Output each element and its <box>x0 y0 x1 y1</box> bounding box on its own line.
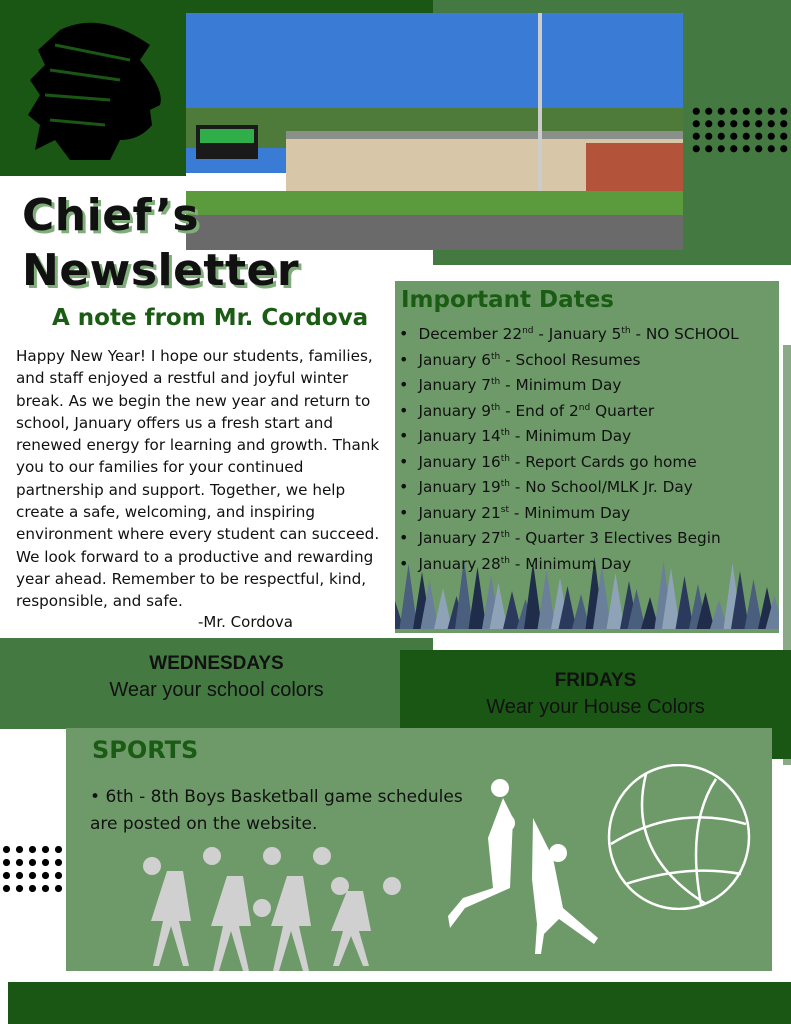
date-text: January 14 <box>418 427 501 446</box>
date-text: January 19 <box>418 478 501 497</box>
logo-block <box>0 0 186 176</box>
ordinal-suffix: th <box>491 377 501 387</box>
date-item <box>399 524 739 550</box>
ordinal-suffix: th <box>500 428 510 438</box>
ordinal-suffix: th <box>500 453 510 464</box>
date-text: - Quarter 3 Electives Begin <box>510 529 721 548</box>
date-text: January 27 <box>418 529 501 548</box>
date-list <box>399 320 739 575</box>
date-text: - Minimum Day <box>510 427 632 446</box>
ordinal-suffix: th <box>491 351 501 362</box>
date-item <box>399 499 739 525</box>
school-photo <box>186 13 683 250</box>
wednesdays-heading: WEDNESDAYS <box>149 653 284 674</box>
date-text: - Minimum Day <box>510 554 632 573</box>
wednesdays-text: Wear your school colors <box>109 679 324 701</box>
chief-logo-icon <box>0 0 186 176</box>
bottom-bar <box>8 982 791 1024</box>
ordinal-suffix: nd <box>578 402 591 413</box>
date-text: - January 5 <box>533 325 622 344</box>
ordinal-suffix: th <box>500 479 510 489</box>
date-item <box>399 422 739 448</box>
dot-pattern <box>690 105 791 157</box>
date-text: January 16 <box>418 452 501 471</box>
fridays-text: Wear your House Colors <box>486 696 705 718</box>
date-item <box>399 320 739 346</box>
date-text: - Minimum Day <box>500 376 622 395</box>
sports-item: • 6th - 8th Boys Basketball game schedules are posted on the website. <box>90 787 463 834</box>
important-dates-panel <box>395 281 779 633</box>
date-item <box>399 550 739 576</box>
ordinal-suffix: th <box>491 402 501 413</box>
newsletter-title-line1: Chief’s <box>22 190 200 241</box>
ordinal-suffix: st <box>500 504 509 515</box>
date-text: - Minimum Day <box>508 503 631 522</box>
basketball-icon <box>606 764 752 910</box>
date-item <box>399 397 739 423</box>
signature: -Mr. Cordova <box>198 613 294 631</box>
date-text: - Report Cards go home <box>510 452 697 471</box>
basketball-players-icon <box>448 778 608 968</box>
newsletter-title-line2: Newsletter <box>22 245 300 296</box>
date-text: January 21 <box>418 503 501 522</box>
cheerleaders-icon <box>142 846 402 971</box>
date-text: - No School/MLK Jr. Day <box>510 478 693 497</box>
principal-note: Happy New Year! I hope our students, families, and staff enjoyed a restful and joyful winter break. As we begin the new year and return to school, January offers us a fresh start and renewed energy for learning and growth. Thank you to our families for your continued partnership and support. Together, we help create a safe, welcoming, and inspiring environment where every student can succeed. We look forward to a productive and rewarding year ahead. Remember to be respectful, kind, responsible, and safe. <box>16 347 380 611</box>
subtitle: A note from Mr. Cordova <box>52 305 369 331</box>
wednesdays-box <box>0 638 433 729</box>
date-text: January 9 <box>418 401 492 420</box>
sports-title: SPORTS <box>92 736 199 764</box>
date-text: January 7 <box>418 376 492 395</box>
ordinal-suffix: th <box>621 326 631 336</box>
important-dates-title: Important Dates <box>401 287 614 313</box>
ordinal-suffix: nd <box>522 326 534 336</box>
date-item <box>399 473 739 499</box>
date-text: - End of 2 <box>500 401 579 420</box>
dot-pattern <box>0 843 66 895</box>
date-text: December 22 <box>418 325 523 344</box>
date-text: January 28 <box>418 554 501 573</box>
ordinal-suffix: th <box>500 530 510 540</box>
sports-panel <box>66 728 772 971</box>
date-text: - NO SCHOOL <box>630 325 739 344</box>
date-text: Quarter <box>590 401 655 420</box>
date-text: January 6 <box>418 350 492 369</box>
date-item <box>399 346 739 372</box>
sports-item-text: 6th - 8th Boys Basketball game schedules are posted on the website. <box>90 787 463 834</box>
ordinal-suffix: th <box>500 555 510 566</box>
date-item <box>399 371 739 397</box>
fridays-heading: FRIDAYS <box>554 670 637 691</box>
date-item <box>399 448 739 474</box>
date-text: - School Resumes <box>500 350 641 369</box>
